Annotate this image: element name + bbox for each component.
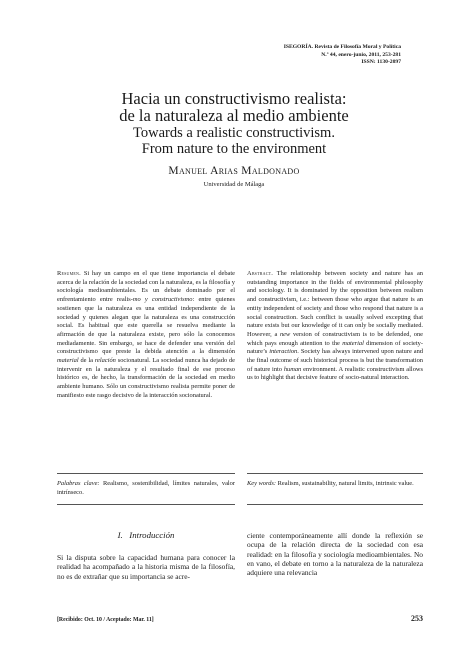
abstract-spanish-label: Resumen. xyxy=(57,270,81,277)
keywords-english-label: Key words: xyxy=(247,480,277,487)
journal-issue: N.º 44, enero-junio, 2011, 253-281 xyxy=(321,51,401,58)
spanish-title-line1: Hacia un constructivismo realista: xyxy=(121,89,347,108)
journal-issn: ISSN: 1130-2097 xyxy=(361,59,401,66)
keywords-english-text: Realism, sustainability, natural limits, intrinsic value. xyxy=(276,480,414,487)
keywords-spanish-label: Palabras clave: xyxy=(57,480,100,487)
abstract-english xyxy=(247,270,423,383)
keywords-spanish xyxy=(57,480,235,497)
abstract-english-text: Abstract. The relationship between society and nature has an outstanding importance in the fields of environmental philosophy and sociology. It is dominated by the opposition between realism and constructivism, i.e.: between those who argue that nature is an entity independent of society and those who respond that nature is a social construction. Such conflict is usually solved excepting that nature exists but our knowledge of it can only be socially mediated. However, a new version of constructivism is to be defended, one which pays enough attention to the material dimension of society-nature’s interaction. Society has always intervened upon nature and the final outcome of such historical process is but the transformation of nature into human environment. A realistic constructivism allows us to highlight that decisive feature of socio-natural interaction. xyxy=(247,270,423,382)
author-affiliation: Universidad de Málaga xyxy=(203,181,265,188)
section-divider-left xyxy=(57,504,235,505)
body-text-left: Si la disputa sobre la capacidad humana para conocer la realidad ha acompañado a la historia misma de la filosofía, no es de extrañar que su importancia se acre- xyxy=(57,553,235,581)
spanish-title-line2: de la naturaleza al medio ambiente xyxy=(119,106,349,125)
keywords-divider-left xyxy=(57,473,235,474)
english-title-line2: From nature to the environment xyxy=(141,141,327,157)
keywords-spanish-text: Realismo, sostenibilidad, límites naturales, valor intrínseco. xyxy=(57,480,235,496)
abstract-spanish-text: Resumen. Si hay un campo en el que tiene importancia el debate acerca de la relación de la sociedad con la naturaleza, es la filosofía y sociología medioambientales. Es un debate dominado por el enfrentamiento entre realis-mo y constructivismo: entre quienes sostienen que la naturaleza es una entidad independiente de la sociedad y quienes alegan que la naturaleza es una construcción social. Es habitual que este querella se resuelva mediante la afirmación de que la naturaleza existe, pero sólo la conocemos mediadamente. Sin embargo, se hace de defender una versión del constructivismo que preste la debida atención a la dimensión material de la relación socionatural. La sociedad nunca ha dejado de intervenir en la naturaleza y el resultado final de ese proceso histórico es, de hecho, la transformación de la sociedad en medio ambiente humano. Sólo un constructivismo realista permite poner de manifiesto este rasgo decisivo de la interacción socionatural. xyxy=(57,270,236,399)
spanish-title xyxy=(40,90,428,124)
keywords-divider-right xyxy=(247,473,423,474)
author-name: Manuel Arias Maldonado xyxy=(168,165,300,177)
english-title-line1: Towards a realistic constructivism. xyxy=(133,125,335,141)
received-accepted-dates: [Recibido: Oct. 10 / Aceptado: Mar. 11] xyxy=(57,617,154,623)
abstract-spanish xyxy=(57,270,235,401)
section-divider-right xyxy=(247,504,423,505)
abstract-english-label: Abstract. xyxy=(247,270,274,277)
section-heading: I. Introducción xyxy=(117,530,175,540)
journal-name: ISEGORÍA. Revista de Filosofía Moral y Política xyxy=(283,44,401,50)
body-text-right: ciente contemporáneamente allí donde la reflexión se ocupa de la relación directa de la sociedad con esa realidad: en la filosofía y sociología medioambientales. No en vano, el debate en torno a la naturaleza de la naturaleza adquiere una relevancia xyxy=(247,531,423,578)
page-number: 253 xyxy=(411,614,423,623)
keywords-english xyxy=(247,480,423,489)
english-title xyxy=(40,125,428,157)
journal-header xyxy=(181,44,401,67)
